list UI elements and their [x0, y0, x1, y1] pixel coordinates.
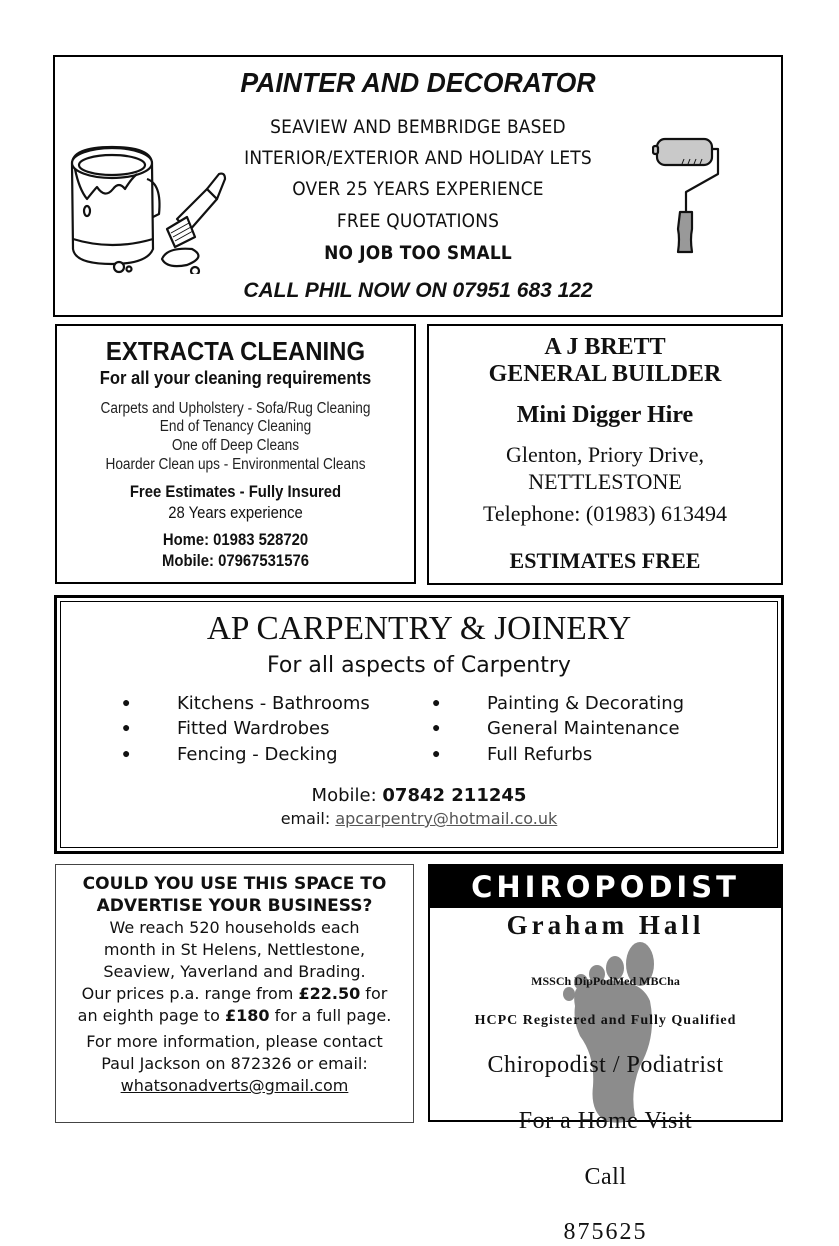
advert-price [56, 984, 413, 1003]
bullet-icon: ● [432, 721, 441, 736]
advert-email-link[interactable]: whatsonadverts@gmail.com [120, 1076, 349, 1095]
advert-contact: For more information, please contact [86, 1032, 383, 1051]
carpentry-service: Fencing - Decking [177, 744, 338, 765]
price-text: Our prices p.a. range from [81, 984, 299, 1003]
chiropodist-qualifications: MSSCh DipPodMed MBCha [531, 974, 680, 988]
carpentry-subtitle: For all aspects of Carpentry [267, 653, 571, 678]
chiropodist-call: Call [584, 1164, 627, 1190]
bullet-icon: ● [122, 696, 131, 711]
mobile-number: 07842 211245 [382, 785, 527, 806]
price-min: £22.50 [298, 984, 361, 1003]
painter-line: FREE QUOTATIONS [336, 211, 500, 232]
carpentry-service: Painting & Decorating [487, 693, 685, 714]
brett-estimates: ESTIMATES FREE [509, 548, 701, 573]
carpentry-email-link[interactable]: apcarpentry@hotmail.co.uk [335, 809, 558, 828]
extracta-experience: 28 Years experience [168, 504, 303, 522]
chiropodist-role: Chiropodist / Podiatrist [487, 1052, 724, 1078]
carpentry-service: Full Refurbs [487, 744, 593, 765]
extracta-service: One off Deep Cleans [171, 437, 300, 454]
chiropodist-registration: HCPC Registered and Fully Qualified [474, 1013, 737, 1028]
advert-contact: Paul Jackson on 872326 or email: [101, 1054, 368, 1073]
email-label: email: [280, 809, 336, 828]
painter-line: SEAVIEW AND BEMBRIDGE BASED [270, 117, 566, 138]
carpentry-title: AP CARPENTRY & JOINERY [206, 610, 632, 647]
painter-line: OVER 25 YEARS EXPERIENCE [292, 179, 544, 200]
aj-brett-builder-ad [427, 324, 783, 585]
painter-line: NO JOB TOO SMALL [324, 243, 512, 264]
extracta-title: EXTRACTA CLEANING [105, 336, 366, 366]
advertise-here-ad [55, 864, 414, 1123]
advert-price [56, 1006, 413, 1025]
brett-telephone: Telephone: (01983) 613494 [482, 501, 728, 526]
advert-text: Seaview, Yaverland and Brading. [103, 962, 366, 981]
advert-heading: COULD YOU USE THIS SPACE TO [82, 874, 387, 894]
brett-name: A J BRETT [544, 334, 666, 360]
brett-address-line1: Glenton, Priory Drive, [506, 442, 704, 467]
bullet-icon: ● [432, 696, 441, 711]
extracta-service: Carpets and Upholstery - Sofa/Rug Cleaning [100, 400, 371, 417]
carpentry-service: Fitted Wardrobes [177, 718, 330, 739]
painter-line: INTERIOR/EXTERIOR AND HOLIDAY LETS [244, 148, 592, 169]
extracta-mobile-phone: Mobile: 07967531576 [162, 552, 309, 570]
mobile-label: Mobile: [311, 785, 383, 806]
bullet-icon: ● [432, 747, 441, 762]
painter-phone: CALL PHIL NOW ON 07951 683 122 [243, 279, 593, 302]
price-text: for a full page. [269, 1006, 392, 1025]
ap-carpentry-ad [54, 595, 784, 854]
carpentry-email [57, 809, 781, 828]
extracta-subtitle: For all your cleaning requirements [99, 368, 372, 388]
advert-heading: ADVERTISE YOUR BUSINESS? [96, 896, 373, 916]
paint-can-and-brush-icon [67, 139, 227, 274]
brett-service: Mini Digger Hire [516, 402, 694, 428]
chiropodist-name: Graham Hall [506, 910, 705, 940]
painter-title: PAINTER AND DECORATOR [240, 67, 596, 98]
carpentry-mobile [57, 785, 781, 806]
chiropodist-phone: 875625 [563, 1219, 648, 1245]
advert-text: month in St Helens, Nettlestone, [103, 940, 366, 959]
advert-email [56, 1076, 413, 1095]
chiropodist-banner: CHIROPODIST [428, 864, 783, 908]
extracta-service: Hoarder Clean ups - Environmental Cleans [105, 456, 366, 473]
price-text: for [360, 984, 388, 1003]
painter-decorator-ad [53, 55, 783, 317]
price-max: £180 [224, 1006, 270, 1025]
chiropodist-visit: For a Home Visit [518, 1108, 693, 1134]
extracta-home-phone: Home: 01983 528720 [162, 531, 309, 549]
paint-roller-icon [652, 134, 722, 264]
brett-address-line2: NETTLESTONE [528, 469, 682, 494]
extracta-cleaning-ad [55, 324, 416, 584]
bullet-icon: ● [122, 721, 131, 736]
advert-text: We reach 520 households each [109, 918, 360, 937]
carpentry-service: Kitchens - Bathrooms [177, 693, 370, 714]
brett-trade: GENERAL BUILDER [488, 361, 722, 387]
price-text: an eighth page to [77, 1006, 225, 1025]
extracta-estimates: Free Estimates - Fully Insured [129, 483, 342, 501]
extracta-service: End of Tenancy Cleaning [159, 418, 312, 435]
bullet-icon: ● [122, 747, 131, 762]
chiropodist-ad [428, 864, 783, 1245]
carpentry-service: General Maintenance [487, 718, 680, 739]
